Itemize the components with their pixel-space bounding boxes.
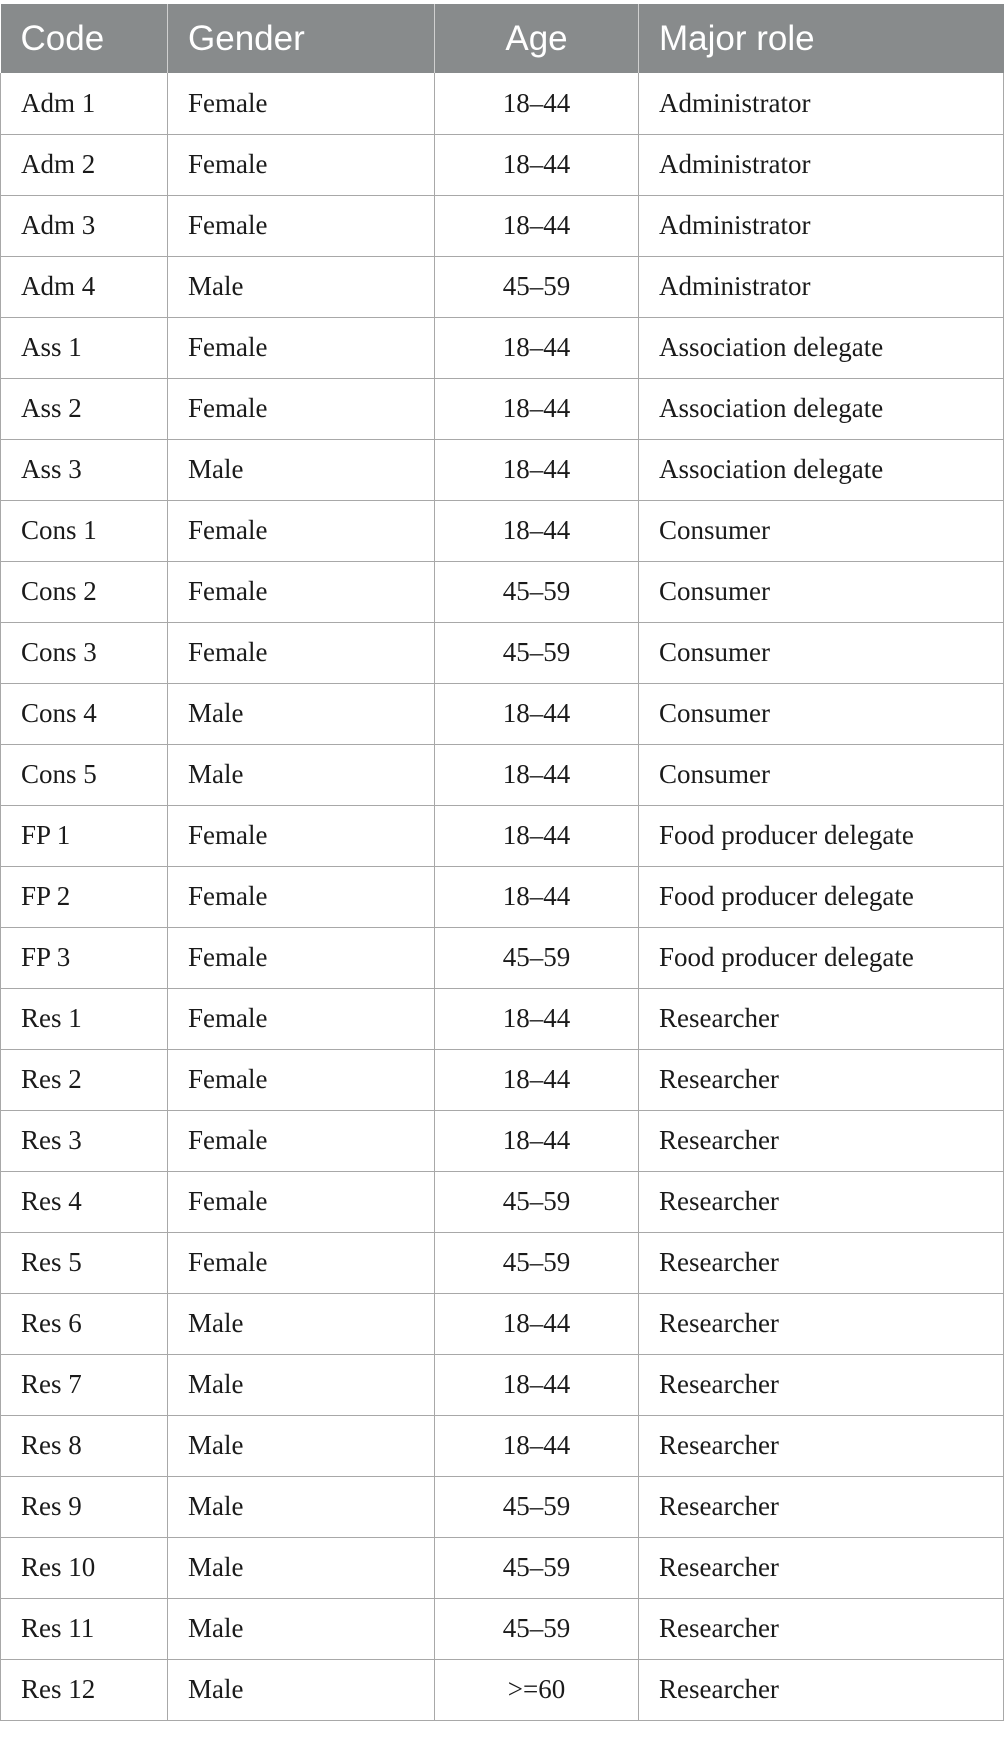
cell-code: Res 12 — [1, 1659, 168, 1720]
cell-code: Cons 2 — [1, 561, 168, 622]
cell-major-role: Food producer delegate — [639, 805, 1004, 866]
table-row — [1, 1049, 1004, 1110]
cell-age: 45–59 — [435, 561, 639, 622]
table-row — [1, 439, 1004, 500]
cell-gender: Male — [168, 256, 435, 317]
cell-major-role: Researcher — [639, 1049, 1004, 1110]
table-row — [1, 73, 1004, 134]
cell-gender: Female — [168, 927, 435, 988]
cell-age: 45–59 — [435, 1171, 639, 1232]
cell-age: 18–44 — [435, 1110, 639, 1171]
cell-major-role: Researcher — [639, 988, 1004, 1049]
cell-major-role: Researcher — [639, 1110, 1004, 1171]
cell-major-role: Consumer — [639, 622, 1004, 683]
cell-gender: Male — [168, 1537, 435, 1598]
cell-code: Res 2 — [1, 1049, 168, 1110]
table-row — [1, 622, 1004, 683]
table-row — [1, 927, 1004, 988]
table-row — [1, 1537, 1004, 1598]
cell-code: FP 3 — [1, 927, 168, 988]
cell-age: 18–44 — [435, 744, 639, 805]
cell-major-role: Association delegate — [639, 378, 1004, 439]
cell-age: 18–44 — [435, 1415, 639, 1476]
header-code: Code — [1, 4, 168, 73]
table-row — [1, 561, 1004, 622]
cell-age: 45–59 — [435, 1476, 639, 1537]
table-header — [1, 4, 1004, 73]
table-row — [1, 1598, 1004, 1659]
table-row — [1, 683, 1004, 744]
cell-major-role: Researcher — [639, 1659, 1004, 1720]
cell-gender: Female — [168, 1171, 435, 1232]
cell-major-role: Researcher — [639, 1293, 1004, 1354]
cell-age: 18–44 — [435, 1049, 639, 1110]
cell-code: Adm 3 — [1, 195, 168, 256]
cell-major-role: Consumer — [639, 683, 1004, 744]
table-row — [1, 1232, 1004, 1293]
table-row — [1, 1354, 1004, 1415]
cell-gender: Male — [168, 683, 435, 744]
cell-age: 18–44 — [435, 195, 639, 256]
cell-code: Ass 1 — [1, 317, 168, 378]
cell-major-role: Administrator — [639, 195, 1004, 256]
cell-major-role: Administrator — [639, 73, 1004, 134]
table-row — [1, 500, 1004, 561]
cell-age: 18–44 — [435, 439, 639, 500]
cell-code: Ass 2 — [1, 378, 168, 439]
cell-code: FP 2 — [1, 866, 168, 927]
table-row — [1, 378, 1004, 439]
cell-gender: Male — [168, 439, 435, 500]
cell-gender: Female — [168, 622, 435, 683]
header-age: Age — [435, 4, 639, 73]
table-row — [1, 1659, 1004, 1720]
cell-major-role: Researcher — [639, 1537, 1004, 1598]
cell-age: 18–44 — [435, 134, 639, 195]
table-row — [1, 256, 1004, 317]
cell-code: Adm 4 — [1, 256, 168, 317]
cell-gender: Male — [168, 1415, 435, 1476]
cell-code: Res 7 — [1, 1354, 168, 1415]
cell-gender: Female — [168, 561, 435, 622]
table-row — [1, 744, 1004, 805]
cell-age: 18–44 — [435, 1354, 639, 1415]
cell-code: Res 1 — [1, 988, 168, 1049]
table-row — [1, 317, 1004, 378]
header-row — [1, 4, 1004, 73]
cell-code: Res 10 — [1, 1537, 168, 1598]
cell-gender: Female — [168, 500, 435, 561]
cell-age: 18–44 — [435, 683, 639, 744]
cell-code: Res 9 — [1, 1476, 168, 1537]
cell-gender: Female — [168, 988, 435, 1049]
header-major-role: Major role — [639, 4, 1004, 73]
cell-major-role: Food producer delegate — [639, 866, 1004, 927]
cell-gender: Female — [168, 134, 435, 195]
cell-gender: Female — [168, 317, 435, 378]
participants-table — [0, 4, 1004, 1721]
cell-gender: Male — [168, 744, 435, 805]
cell-gender: Female — [168, 195, 435, 256]
table-row — [1, 1476, 1004, 1537]
table-row — [1, 1415, 1004, 1476]
cell-code: Cons 4 — [1, 683, 168, 744]
cell-age: 18–44 — [435, 500, 639, 561]
cell-age: 45–59 — [435, 927, 639, 988]
cell-age: 18–44 — [435, 73, 639, 134]
cell-code: FP 1 — [1, 805, 168, 866]
cell-code: Cons 3 — [1, 622, 168, 683]
cell-age: 18–44 — [435, 317, 639, 378]
cell-age: 18–44 — [435, 988, 639, 1049]
cell-code: Adm 2 — [1, 134, 168, 195]
cell-gender: Female — [168, 73, 435, 134]
cell-major-role: Researcher — [639, 1598, 1004, 1659]
cell-age: 45–59 — [435, 622, 639, 683]
cell-major-role: Food producer delegate — [639, 927, 1004, 988]
table-row — [1, 866, 1004, 927]
cell-gender: Female — [168, 378, 435, 439]
cell-age: 45–59 — [435, 1598, 639, 1659]
cell-age: 18–44 — [435, 1293, 639, 1354]
cell-major-role: Association delegate — [639, 317, 1004, 378]
table-row — [1, 805, 1004, 866]
cell-gender: Female — [168, 1110, 435, 1171]
cell-age: 18–44 — [435, 805, 639, 866]
table-row — [1, 1293, 1004, 1354]
table-row — [1, 988, 1004, 1049]
cell-age: 18–44 — [435, 378, 639, 439]
cell-code: Adm 1 — [1, 73, 168, 134]
cell-gender: Female — [168, 866, 435, 927]
cell-gender: Male — [168, 1354, 435, 1415]
cell-major-role: Consumer — [639, 561, 1004, 622]
cell-gender: Female — [168, 805, 435, 866]
cell-code: Ass 3 — [1, 439, 168, 500]
cell-major-role: Administrator — [639, 256, 1004, 317]
cell-gender: Female — [168, 1049, 435, 1110]
cell-major-role: Researcher — [639, 1476, 1004, 1537]
cell-major-role: Researcher — [639, 1354, 1004, 1415]
cell-gender: Female — [168, 1232, 435, 1293]
cell-age: 18–44 — [435, 866, 639, 927]
cell-major-role: Researcher — [639, 1171, 1004, 1232]
cell-code: Res 6 — [1, 1293, 168, 1354]
cell-code: Cons 1 — [1, 500, 168, 561]
participants-table-container — [0, 4, 1003, 1721]
cell-age: 45–59 — [435, 256, 639, 317]
cell-code: Res 11 — [1, 1598, 168, 1659]
cell-gender: Male — [168, 1293, 435, 1354]
cell-major-role: Researcher — [639, 1232, 1004, 1293]
table-row — [1, 134, 1004, 195]
table-row — [1, 1110, 1004, 1171]
cell-major-role: Researcher — [639, 1415, 1004, 1476]
table-row — [1, 1171, 1004, 1232]
header-gender: Gender — [168, 4, 435, 73]
cell-gender: Male — [168, 1598, 435, 1659]
cell-major-role: Association delegate — [639, 439, 1004, 500]
cell-gender: Male — [168, 1659, 435, 1720]
cell-code: Res 4 — [1, 1171, 168, 1232]
cell-gender: Male — [168, 1476, 435, 1537]
cell-major-role: Consumer — [639, 500, 1004, 561]
table-row — [1, 195, 1004, 256]
cell-major-role: Consumer — [639, 744, 1004, 805]
cell-age: 45–59 — [435, 1232, 639, 1293]
cell-code: Res 8 — [1, 1415, 168, 1476]
cell-code: Res 5 — [1, 1232, 168, 1293]
cell-major-role: Administrator — [639, 134, 1004, 195]
cell-code: Res 3 — [1, 1110, 168, 1171]
cell-age: 45–59 — [435, 1537, 639, 1598]
cell-age: >=60 — [435, 1659, 639, 1720]
cell-code: Cons 5 — [1, 744, 168, 805]
table-body — [1, 73, 1004, 1720]
